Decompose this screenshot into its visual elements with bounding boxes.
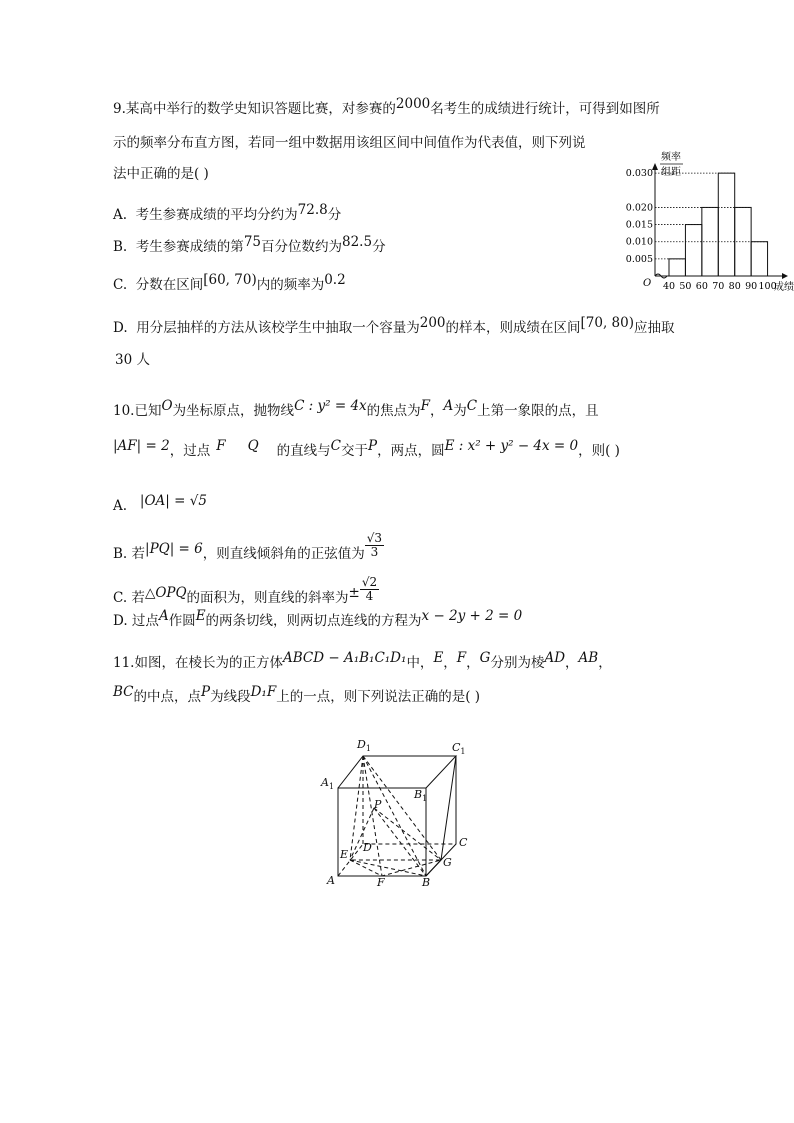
q11-text: ，	[598, 655, 612, 671]
option-label: C.	[113, 277, 128, 293]
q10-option-c	[113, 575, 379, 612]
histogram-bar	[685, 225, 701, 276]
label-a: A	[327, 874, 335, 887]
math-var: A	[158, 608, 169, 624]
origin-label: O	[643, 278, 652, 289]
q11-line2	[113, 684, 481, 706]
option-label: C. 若	[113, 590, 145, 606]
histogram-bar	[751, 242, 767, 276]
option-label: D. 过点	[113, 613, 159, 629]
q9-line2: 示的频率分布直方图，若同一组中数据用该组区间中间值作为代表值，则下列说	[113, 135, 586, 151]
math-circle: E : x² + y² − 4x = 0	[444, 438, 579, 454]
option-label: A.	[113, 498, 128, 514]
option-math: |OA| = √5	[139, 493, 207, 509]
construction-line	[350, 756, 363, 860]
option-label: B.	[113, 239, 128, 255]
option-text: 分数在区间	[135, 277, 204, 293]
math-var: A	[443, 398, 454, 414]
q10-text: 10.已知	[113, 403, 162, 419]
q10-text: ，过点	[169, 443, 211, 459]
x-tick-label: 40	[662, 281, 676, 292]
histogram-bar	[718, 173, 734, 276]
math-var: F	[216, 438, 226, 454]
option-text: 内的频率为	[256, 277, 325, 293]
cube-edge	[338, 788, 426, 876]
construction-line	[350, 860, 426, 876]
q10-text: 的焦点为	[366, 403, 421, 419]
x-axis-label: 成绩	[774, 282, 794, 293]
math-var: P	[368, 438, 378, 454]
q10-text: 的直线与	[276, 443, 331, 459]
label-d: D	[363, 841, 372, 854]
q11-text: 上的一点，则下列说法正确的是( )	[276, 689, 481, 705]
q11-line1	[113, 650, 612, 672]
q10-option-b	[113, 531, 384, 568]
option-unit: 分	[327, 207, 342, 223]
q11-text: 的中点，点	[133, 689, 202, 705]
construction-line	[363, 756, 382, 876]
q10-text: 上第一象限的点，且	[477, 403, 599, 419]
label-g: G	[443, 856, 452, 869]
option-text: 用分层抽样的方法从该校学生中抽取一个容量为	[136, 320, 420, 336]
math-var: P	[201, 684, 211, 700]
construction-line	[374, 808, 441, 860]
y-tick-label: 0.015	[625, 219, 653, 231]
q10-text: ，则( )	[578, 443, 620, 459]
math-cube: ABCD − A₁B₁C₁D₁	[282, 650, 407, 666]
fraction	[365, 532, 384, 559]
option-text: 考生参赛成绩的第	[135, 239, 244, 255]
q10-option-d	[113, 608, 523, 630]
y-tick-label: 0.030	[625, 168, 653, 180]
cube-edge	[338, 756, 456, 788]
option-text: 的面积为，则直线的斜率为	[186, 590, 349, 606]
y-tick-label: 0.020	[625, 202, 653, 214]
q10-text: 为坐标原点，抛物线	[172, 403, 295, 419]
option-text: ，则直线倾斜角的正弦值为	[202, 546, 365, 562]
option-label: D.	[113, 320, 128, 336]
math-var: F	[456, 650, 467, 666]
x-tick-label: 100	[758, 281, 777, 292]
q11-text: ，	[443, 655, 457, 671]
label-p: P	[374, 798, 382, 811]
math-var: AB	[578, 650, 599, 666]
label-a1: $A_1$	[321, 776, 335, 791]
construction-line	[350, 860, 441, 876]
option-text: 百分位数约为	[261, 239, 342, 255]
option-text: 应抽取	[634, 320, 675, 336]
math-var: O	[161, 398, 173, 414]
label-c1: $C_1$	[452, 741, 466, 756]
option-value: 200	[419, 315, 446, 331]
q11-text: 11.如图，在棱长为的正方体	[113, 655, 283, 671]
q10-line2	[113, 438, 620, 460]
plus-minus: ±	[348, 585, 360, 601]
q9-line1	[113, 96, 660, 118]
frequency-histogram	[610, 148, 794, 294]
q10-option-a	[113, 493, 207, 515]
option-label: B. 若	[113, 546, 146, 562]
q11-text: ，	[466, 655, 480, 671]
option-value: 82.5	[342, 234, 373, 250]
fraction-numerator: √2	[361, 575, 378, 589]
x-axis-arrow	[782, 273, 788, 279]
q9-text: 9.某高中举行的数学史知识答题比赛，对参赛的	[113, 101, 396, 117]
option-unit: 分	[372, 239, 386, 255]
q10-text: ，	[430, 403, 444, 419]
option-text: 考生参赛成绩的平均分约为	[135, 207, 298, 223]
x-tick-label: 90	[745, 281, 758, 292]
math-var: C	[466, 398, 478, 414]
option-math: x − 2y + 2 = 0	[421, 608, 523, 624]
q9-option-d	[113, 315, 675, 337]
y-tick-label: 0.010	[625, 236, 653, 248]
y-label-bottom: 组距	[661, 167, 681, 178]
label-f: F	[377, 876, 385, 889]
label-b: B	[422, 876, 431, 889]
x-tick-label: 50	[679, 281, 692, 292]
q9-text: 名考生的成绩进行统计，可得到如图所	[430, 101, 660, 117]
construction-line	[363, 756, 426, 876]
construction-line	[426, 860, 441, 876]
construction-line	[374, 808, 426, 876]
option-value: 0.2	[324, 272, 346, 288]
option-math: |PQ| = 6	[145, 541, 203, 557]
fraction-denominator: 3	[370, 545, 379, 559]
math-var: D₁F	[250, 684, 277, 700]
fraction	[360, 576, 379, 603]
math-var: G	[479, 650, 491, 666]
q11-text: ，	[565, 655, 579, 671]
x-tick-label: 70	[712, 281, 725, 292]
histogram-bar	[669, 259, 685, 276]
math-var: BC	[113, 684, 134, 700]
fraction-numerator: √3	[366, 531, 383, 545]
math-var: AD	[544, 650, 566, 666]
option-math: △OPQ	[144, 585, 187, 601]
q9-option-d-cont: 30 人	[115, 352, 150, 368]
option-interval: [60, 70)	[203, 272, 257, 288]
label-b1: $B_1$	[414, 788, 428, 803]
q10-text: 为	[453, 403, 467, 419]
math-var: F	[420, 398, 431, 414]
y-label-top: 频率	[661, 152, 681, 163]
label-d1: $D_1$	[357, 738, 371, 753]
q10-line1	[113, 398, 599, 420]
q9-option-c	[113, 272, 346, 294]
math-var: E	[195, 608, 206, 624]
math-parabola: C : y² = 4x	[294, 398, 367, 414]
label-c: C	[459, 836, 468, 849]
fraction-denominator: 4	[365, 589, 374, 603]
math-var: Q	[247, 438, 259, 454]
option-text: 的样本，则成绩在区间	[445, 320, 581, 336]
label-e: E	[340, 848, 349, 861]
math-af: |AF| = 2	[113, 438, 170, 454]
q9-line3: 法中正确的是( )	[113, 166, 209, 182]
x-tick-label: 80	[728, 281, 741, 292]
math-var: C	[330, 438, 341, 454]
q11-text: 为线段	[210, 689, 251, 705]
y-tick-label: 0.005	[625, 253, 653, 265]
q10-text: 交于	[341, 443, 368, 459]
q11-text: 分别为棱	[490, 655, 545, 671]
option-interval: [70, 80)	[580, 315, 634, 331]
option-text: 的两条切线，则两切点连线的方程为	[205, 613, 422, 629]
x-tick-label: 60	[695, 281, 708, 292]
option-value: 72.8	[297, 202, 328, 218]
q11-text: 中，	[406, 655, 434, 671]
option-value: 75	[243, 234, 261, 250]
option-text: 作圆	[168, 613, 196, 629]
q10-text: ，两点，圆	[377, 443, 445, 459]
cube-figure	[316, 734, 486, 894]
math-var: E	[433, 650, 444, 666]
cube-hidden-edge	[338, 756, 456, 876]
q9-option-b	[113, 234, 386, 256]
q9-option-a	[113, 202, 342, 224]
q9-count: 2000	[395, 96, 431, 112]
option-label: A.	[113, 207, 128, 223]
